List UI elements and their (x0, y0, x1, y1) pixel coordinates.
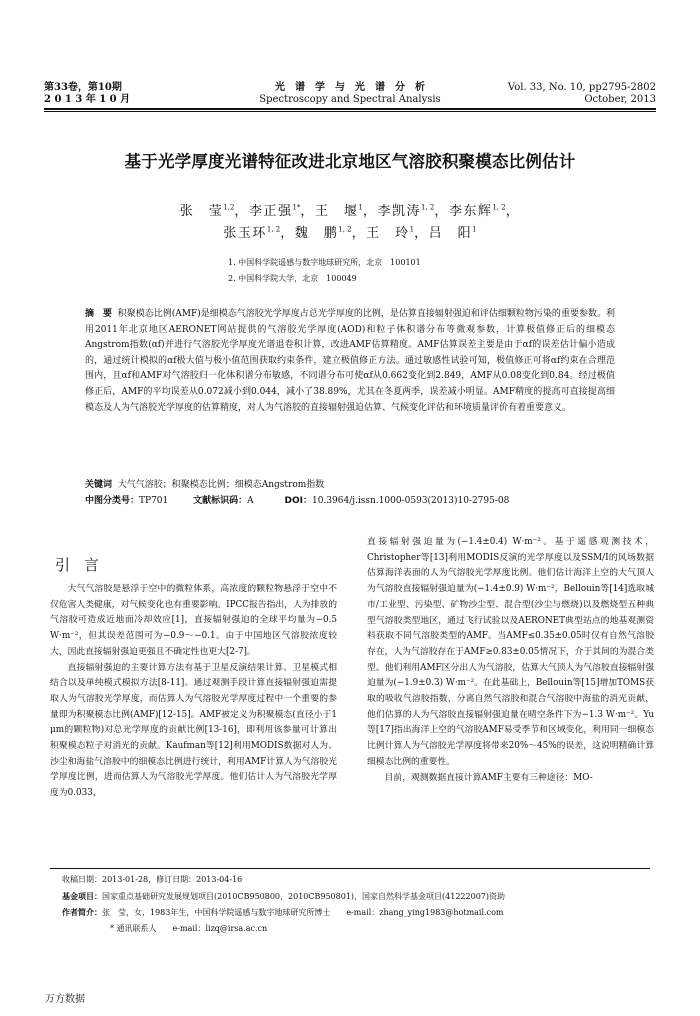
authors-line-2 (60, 222, 640, 241)
abstract-label: 摘 要 (85, 309, 113, 319)
author: 李东辉$^{1, 2}$， (448, 203, 521, 219)
doi: 10.3964/j.issn.1000-0593(2013)10-2795-08 (312, 496, 510, 506)
funding: 基金项目：国家重点基础研究发展规划项目(2010CB950800，2010CB950801)，国家自然科学基金项目(41222007)资助 (62, 892, 505, 901)
author: 吕 阳$^1$ (428, 225, 477, 241)
paragraph: 目前，观测数据直接计算AMF主要有三种途径：MO- (384, 772, 593, 783)
header-rule-thin (44, 111, 656, 112)
author: 张玉环$^{1, 2}$， (223, 225, 295, 241)
journal-title-en: Spectroscopy and Spectral Analysis (259, 94, 441, 105)
clc-code: TP701 (139, 496, 169, 506)
header-rule (44, 108, 656, 110)
date-en: October, 2013 (584, 94, 656, 105)
section-heading-intro: 引言 (55, 556, 114, 574)
authors-line-1 (60, 200, 640, 219)
abstract (85, 307, 615, 416)
wanfang-watermark: 万方数据 (45, 994, 85, 1005)
corresponding-author: * 通讯联系人 e-mail：lizq@irsa.ac.cn (110, 924, 268, 933)
footnote-rule (50, 868, 650, 869)
article-title: 基于光学厚度光谱特征改进北京地区气溶胶积聚模态比例估计 (124, 152, 576, 171)
classification-line: 中图分类号：TP701 文献标识码：A DOI：10.3964/j.issn.1000-0593(2013)10-2795-08 (85, 496, 510, 506)
affiliation-2: 2. 中国科学院大学，北京 100049 (228, 274, 357, 283)
journal-title-cn: 光 谱 学 与 光 谱 分 析 (275, 82, 425, 93)
date-cn: 2 0 1 3 年 1 0 月 (44, 94, 131, 105)
affiliation-1: 1. 中国科学院遥感与数字地球研究所，北京 100101 (228, 258, 421, 267)
paragraph: 大气气溶胶是悬浮于空中的微粒体系，高浓度的颗粒物悬浮于空中不仅危害人类健康，对气候变化也有重要影响。IPCC报告指出，人为排放的气溶胶可造成近地面冷却效应[1]，直接辐射强迫的全球平均量为−0.5 W·m⁻²，但其误差范围可为−0.9～−0.1。由于中国地区气溶胶浓度较大，因此直接辐射强迫更强且不确定性也更大[2-7]。 (50, 584, 337, 657)
abstract-text: 积聚模态比例(AMF)是细模态气溶胶光学厚度占总光学厚度的比例，是估算直接辐射强迫和评估细颗粒物污染的重要参数。利用2011年北京地区AERONET网站提供的气溶胶光学厚度(AOD)和粒子体积谱分布等微观参数，计算极值修正后的细模态Angstrom指数(αf)并进行气溶胶光学厚度光谱退卷积计算，改进AMF估算精度。AMF估算误差主要是由于αf的误差估计偏小造成的，通过统计模拟的αf极大值与极小值范围获取约束条件，建立极值修正方法。通过敏感性试验可知，极值修正可将αf约束在合理范围内，且αf和AMF对气溶胶归一化体积谱分布敏感，不同谱分布可使αf从0.662变化到2.849，AMF从0.08变化到0.84。经过极值修正后，AMF的平均误差从0.072减小到0.044，减小了38.89%，尤其在冬夏两季，误差减小明显。AMF精度的提高可直接提高细模态及人为气溶胶光学厚度的估算精度，对人为气溶胶的直接辐射强迫估算、气候变化评估和环境质量评价有着重要意义。 (85, 309, 615, 413)
right-column (367, 535, 654, 786)
paragraph: 直接辐射强迫量为(−1.4±0.4) W·m⁻²。基于遥感观测技术，Christopher等[13]利用MODIS反演的光学厚度以及SSM/I的风场数据估算海洋表面的人为气溶胶光学厚度比例。他们估计海洋上空的大气顶人为气溶胶直接辐射强迫量为(−1.4±0.9) W·m⁻²，Bellouin等[14]选取城市/工业型、污染型、矿物沙尘型、混合型(沙尘与燃烧)以及燃烧型五种典型气溶胶类型地区，通过飞行试验以及AERONET典型站点的地基观测资料获取不同气溶胶类型的AMF。当AMF≤0.35±0.05时仅有自然气溶胶存在，人为气溶胶存在于AMF≥0.83±0.05情况下，介于其间的为混合类型。他们利用AMF区分出人为气溶胶，估算大气顶人为气溶胶直接辐射强迫量为(−1.9±0.3) W·m⁻²。在此基础上，Bellouin等[15]增加TOMS获取的吸收气溶胶指数，分离自然气溶胶和混合气溶胶中海盐的消光贡献，他们估算的人为气溶胶直接辐射强迫量在晴空条件下为−1.3 W·m⁻²。Yu等[17]指出海洋上空的气溶胶AMF易受季节和区域变化，利用同一细模态比例计算人为气溶胶光学厚度将带来20%～45%的误差，这说明精确计算细模态比例的重要性。 (367, 537, 654, 767)
left-column (50, 582, 337, 802)
author: 王 玲$^1$， (366, 225, 429, 241)
paragraph: 直接辐射强迫的主要计算方法有基于卫星反演结果计算、卫星模式相结合以及单纯模式模拟方法[8-11]。通过观测手段计算直接辐射强迫需提取人为气溶胶光学厚度，而估算人为气溶胶光学厚度过程中一个重要的参量即为积聚模态比例(AMF)[12-15]。AMF被定义为积聚模态(直径小于1 μm的颗粒物)对总光学厚度的贡献比例[13-16]，即利用该参量可计算出积聚模态粒子对消光的贡献。Kaufman等[12]利用MODIS数据对人为、沙尘和海盐气溶胶中的细模态比例进行统计，利用AMF计算人为气溶胶光学厚度比例，进而估算人为气溶胶光学厚度。他们估计人为气溶胶光学厚度为0.033， (50, 662, 337, 799)
author: 李凯涛$^{1, 2}$， (377, 203, 449, 219)
keywords: 关键词 大气气溶胶；积聚模态比例；细模态Angstrom指数 (85, 480, 325, 490)
author: 王 堰$^1$， (314, 203, 378, 219)
received-date: 收稿日期：2013-01-28，修订日期：2013-04-16 (62, 875, 243, 884)
author: 魏 鹏$^{1, 2}$， (294, 225, 367, 241)
author: 张 莹$^{1,2}$， (179, 203, 249, 219)
author: 李正强$^{1*}$， (248, 203, 315, 219)
document-code: A (247, 496, 254, 506)
volume-issue-cn: 第33卷，第10期 (44, 82, 122, 93)
author-bio: 作者简介：张 莹，女，1983年生，中国科学院遥感与数字地球研究所博士 e-mail：zhang_ying1983@hotmail.com (62, 908, 504, 917)
volume-issue-en: Vol. 33, No. 10, pp2795-2802 (507, 82, 656, 93)
